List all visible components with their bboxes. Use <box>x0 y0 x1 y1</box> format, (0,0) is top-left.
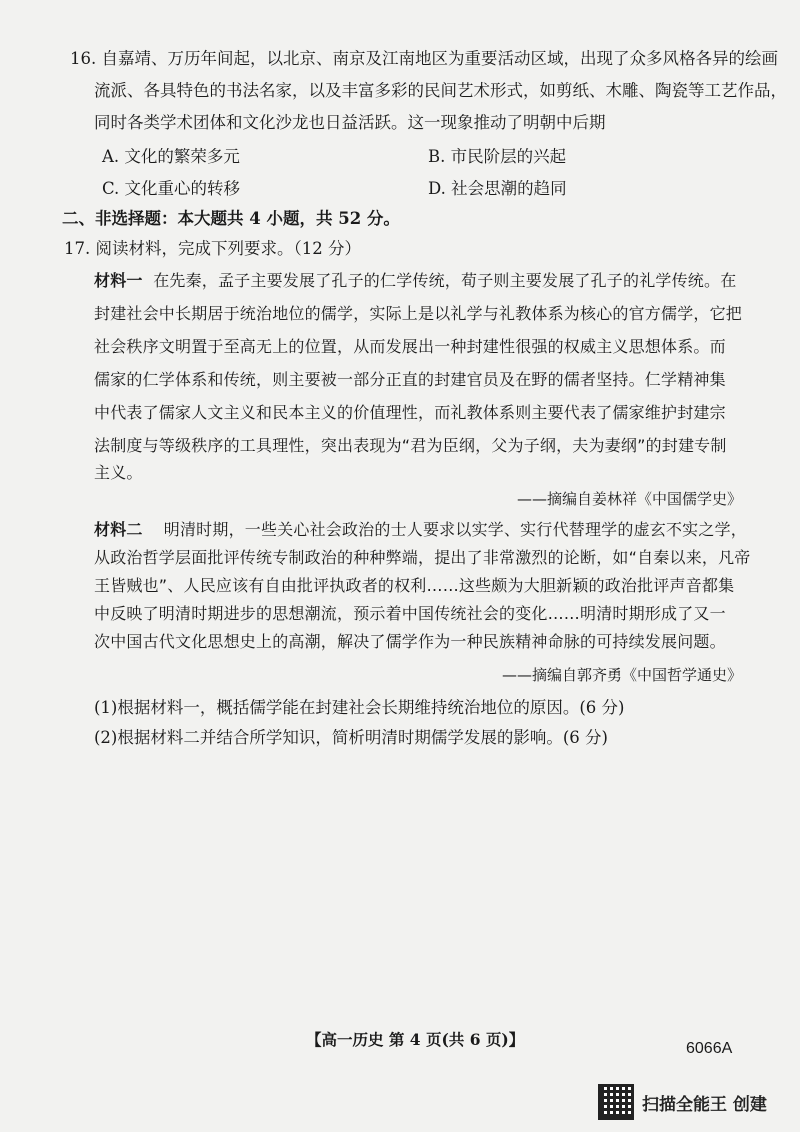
section-heading: 二、非选择题：本大题共 4 小题，共 52 分。 <box>62 209 400 228</box>
material-2-source: ——摘编自郭齐勇《中国哲学通史》 <box>501 666 742 684</box>
q17-subquestion-2: (2)根据材料二并结合所学知识，简析明清时期儒学发展的影响。(6 分) <box>94 728 608 747</box>
material-2-line-2: 从政治哲学层面批评传统专制政治的种种弊端，提出了非常激烈的论断，如“自秦以来，凡帝 <box>94 548 751 567</box>
material-1-line-4: 儒家的仁学体系和传统，则主要被一部分正直的封建官员及在野的儒者坚持。仁学精神集 <box>94 370 726 389</box>
q16-option-c: C. 文化重心的转移 <box>102 179 241 198</box>
q17-subquestion-1: (1)根据材料一，概括儒学能在封建社会长期维持统治地位的原因。(6 分) <box>94 698 625 717</box>
material-1-source: ——摘编自姜林祥《中国儒学史》 <box>516 490 742 508</box>
material-2-line-3: 王皆贼也”、人民应该有自由批评执政者的权利……这些颇为大胆新颖的政治批评声音都集 <box>94 576 735 595</box>
qr-code-icon <box>598 1084 634 1120</box>
q16-line-2: 流派、各具特色的书法名家，以及丰富多彩的民间艺术形式，如剪纸、木雕、陶瓷等工艺作品， <box>94 81 787 100</box>
material-1-text: 在先秦，孟子主要发展了孔子的仁学传统，荀子则主要发展了孔子的礼学传统。在 <box>153 271 737 290</box>
q16-line-1: 16. 自嘉靖、万历年间起，以北京、南京及江南地区为重要活动区域，出现了众多风格各异的绘画 <box>70 49 778 68</box>
paper-code: 6066A <box>686 1040 733 1057</box>
material-1-line-5: 中代表了儒家人文主义和民本主义的价值理性，而礼教体系则主要代表了儒家维护封建宗 <box>94 403 726 422</box>
material-2-label: 材料二 <box>94 520 143 539</box>
q16-line-3: 同时各类学术团体和文化沙龙也日益活跃。这一现象推动了明朝中后期 <box>94 113 606 132</box>
material-1-label: 材料一 <box>94 271 143 290</box>
q16-option-b: B. 市民阶层的兴起 <box>428 147 567 166</box>
material-1-line-1 <box>94 270 736 292</box>
page-footer: 【高一历史 第 4 页(共 6 页)】 <box>306 1030 525 1049</box>
scanner-watermark: 扫描全能王 创建 <box>642 1095 767 1115</box>
q16-option-d: D. 社会思潮的趋同 <box>428 179 567 198</box>
q16-option-a: A. 文化的繁荣多元 <box>102 147 240 166</box>
material-1-line-7: 主义。 <box>94 463 143 482</box>
material-2-text: 明清时期，一些关心社会政治的士人要求以实学、实行代替理学的虚玄不实之学， <box>163 520 747 539</box>
material-2-line-5: 次中国古代文化思想史上的高潮，解决了儒学作为一种民族精神命脉的可持续发展问题。 <box>94 632 726 651</box>
material-2-line-1 <box>94 519 747 541</box>
material-1-line-2: 封建社会中长期居于统治地位的儒学，实际上是以礼学与礼教体系为核心的官方儒学，它把 <box>94 304 743 323</box>
material-2-line-4: 中反映了明清时期进步的思想潮流，预示着中国传统社会的变化……明清时期形成了又一 <box>94 604 726 623</box>
material-1-line-6: 法制度与等级秩序的工具理性，突出表现为“君为臣纲，父为子纲，夫为妻纲”的封建专制 <box>94 436 727 455</box>
q17-stem: 17. 阅读材料，完成下列要求。（12 分） <box>64 239 361 258</box>
material-1-line-3: 社会秩序文明置于至高无上的位置，从而发展出一种封建性很强的权威主义思想体系。而 <box>94 337 726 356</box>
